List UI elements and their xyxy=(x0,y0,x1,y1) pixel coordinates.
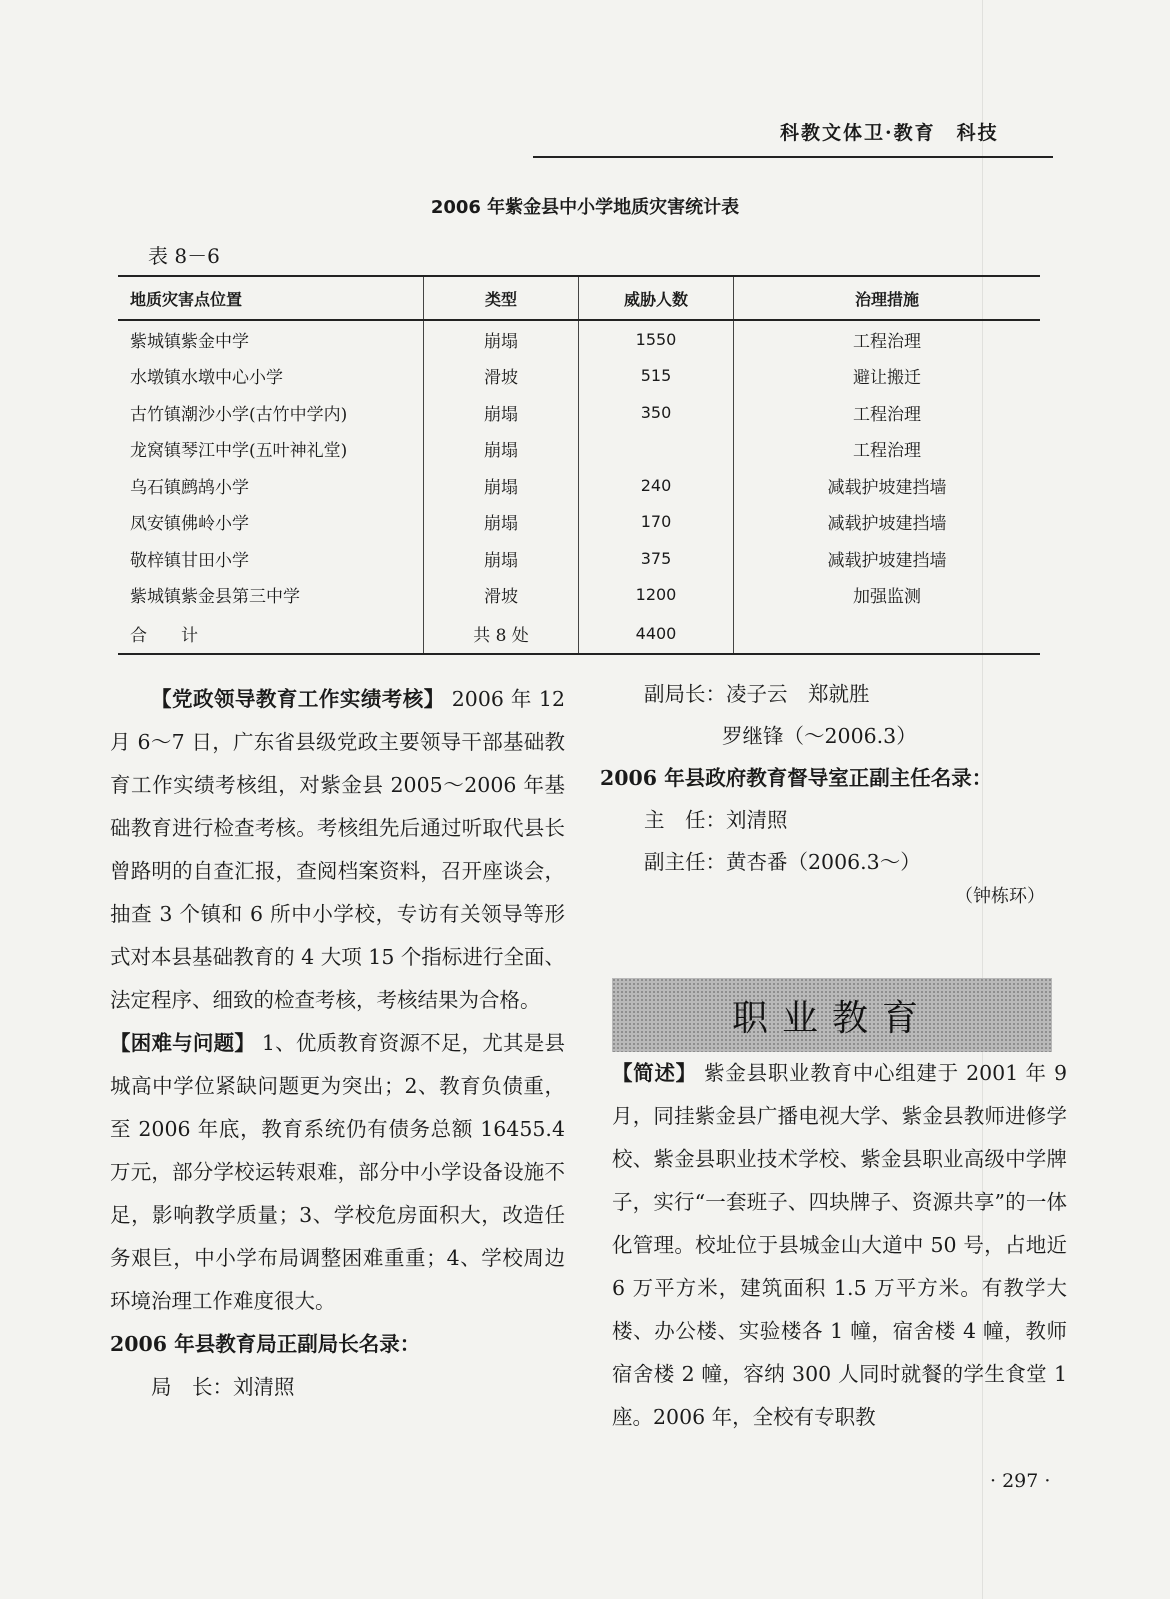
table-cell: 紫城镇紫金中学 xyxy=(118,321,424,358)
author-signature: （钟栋环） xyxy=(955,886,1045,907)
table-row xyxy=(118,358,1040,395)
header-rule xyxy=(533,156,1053,158)
paragraph-heading: 【困难与问题】 xyxy=(110,1031,256,1055)
paragraph-text: 2006 年 12 月 6～7 日，广东省县级党政主要领导干部基础教育工作实绩考核组，对紫金县 2005～2006 年基础教育进行检查考核。考核组先后通过听取代县长曾路明的自查汇报，查阅档案资料，召开座谈会，抽查 3 个镇和 6 所中小学校，专访有关领导等形式对本县基础教育的 4 大项 15 个指标进行全面、法定程序、细致的检查考核，考核结果为合格。 xyxy=(110,687,565,1012)
table-cell: 崩塌 xyxy=(424,504,579,541)
table-cell: 崩塌 xyxy=(424,467,579,504)
table-row xyxy=(118,504,1040,541)
table-row xyxy=(118,540,1040,577)
right-column-top xyxy=(600,673,1070,883)
section-banner xyxy=(612,978,1052,1052)
table-row xyxy=(118,321,1040,358)
list-heading: 2006 年县教育局正副局长名录： xyxy=(110,1332,421,1356)
table-cell: 515 xyxy=(579,358,734,395)
page-number: · 297 · xyxy=(990,1470,1051,1492)
paragraph-text: 紫金县职业教育中心组建于 2001 年 9 月，同挂紫金县广播电视大学、紫金县教师进修学校、紫金县职业技术学校、紫金县职业高级中学牌子，实行“一套班子、四块牌子、资源共享”的一体化管理。校址位于县城金山大道中 50 号，占地近 6 万平方米，建筑面积 1.5 万平方米。有教学大楼、办公楼、实验楼各 1 幢，宿舍楼 4 幢，教师宿舍楼 2 幢，容纳 300 人同时就餐的学生食堂 1 座。2006 年，全校有专职教 xyxy=(612,1061,1068,1429)
table-cell: 龙窝镇琴江中学(五叶神礼堂) xyxy=(118,431,424,468)
table-cell: 1550 xyxy=(579,321,734,358)
table-cell: 减载护坡建挡墙 xyxy=(827,477,947,498)
table-header-row xyxy=(118,277,1040,321)
list-heading: 2006 年县政府教育督导室正副主任名录： xyxy=(600,766,993,790)
table-row xyxy=(118,467,1040,504)
table-cell: 工程治理 xyxy=(853,441,921,462)
table-number: 表 8－6 xyxy=(148,244,220,268)
table-cell: 崩塌 xyxy=(424,540,579,577)
table-cell xyxy=(579,431,734,468)
table-row xyxy=(118,394,1040,431)
table-cell: 滑坡 xyxy=(424,358,579,395)
table-cell: 减载护坡建挡墙 xyxy=(827,550,947,571)
deputy-line: 副局长：凌子云 郑就胜 xyxy=(644,682,870,706)
table-cell: 170 xyxy=(579,504,734,541)
table-cell: 4400 xyxy=(579,613,734,653)
table-body xyxy=(118,321,1040,613)
table-cell: 紫城镇紫金县第三中学 xyxy=(118,577,424,614)
table-cell: 避让搬迁 xyxy=(853,368,921,389)
paragraph-text: 1、优质教育资源不足，尤其是县城高中学位紧缺问题更为突出；2、教育负债重，至 2006 年底，教育系统仍有债务总额 16455.4 万元，部分学校运转艰难，部分中小学设备设施不足，影响教学质量；3、学校危房面积大，改造任务艰巨，中小学布局调整困难重重；4、学校周边环境治理工作难度很大。 xyxy=(110,1031,566,1313)
table-cell: 240 xyxy=(579,467,734,504)
table-cell: 合 计 xyxy=(118,613,424,653)
table-row xyxy=(118,577,1040,614)
paragraph-heading: 【党政领导教育工作实绩考核】 xyxy=(151,687,445,711)
deputy-line: 罗继锋（～2006.3） xyxy=(722,724,917,748)
table-cell: 水墩镇水墩中心小学 xyxy=(118,358,424,395)
running-header: 科教文体卫·教育 科技 xyxy=(780,122,999,144)
disaster-table xyxy=(118,275,1040,655)
column-header: 类型 xyxy=(424,277,579,319)
column-header: 治理措施 xyxy=(854,289,919,309)
table-cell: 减载护坡建挡墙 xyxy=(827,514,947,535)
column-header: 地质灾害点位置 xyxy=(118,277,424,319)
table-cell: 滑坡 xyxy=(424,577,579,614)
chief-line: 主 任：刘清照 xyxy=(644,808,788,832)
table-cell: 崩塌 xyxy=(424,321,579,358)
table-cell: 加强监测 xyxy=(853,587,921,608)
table-cell: 乌石镇鹧鸪小学 xyxy=(118,467,424,504)
table-cell: 375 xyxy=(579,540,734,577)
vice-chief-line: 副主任：黄杏番（2006.3～） xyxy=(644,850,921,874)
table-cell: 1200 xyxy=(579,577,734,614)
table-cell xyxy=(734,613,1040,653)
table-row xyxy=(118,431,1040,468)
table-caption: 2006 年紫金县中小学地质灾害统计表 xyxy=(430,197,740,218)
table-cell: 凤安镇佛岭小学 xyxy=(118,504,424,541)
table-cell: 工程治理 xyxy=(853,331,921,352)
paragraph-heading: 【简述】 xyxy=(612,1061,697,1085)
left-column xyxy=(110,678,565,1409)
table-cell: 古竹镇潮沙小学(古竹中学内) xyxy=(118,394,424,431)
section-title: 职业教育 xyxy=(731,997,932,1039)
column-header: 威胁人数 xyxy=(579,277,734,319)
table-cell: 共 8 处 xyxy=(424,613,579,653)
table-cell: 敬梓镇甘田小学 xyxy=(118,540,424,577)
table-cell: 崩塌 xyxy=(424,394,579,431)
table-cell: 350 xyxy=(579,394,734,431)
right-column xyxy=(612,1052,1067,1439)
director-line: 局 长：刘清照 xyxy=(151,1375,295,1399)
table-cell: 工程治理 xyxy=(853,404,921,425)
table-total-row xyxy=(118,613,1040,653)
table-cell: 崩塌 xyxy=(424,431,579,468)
